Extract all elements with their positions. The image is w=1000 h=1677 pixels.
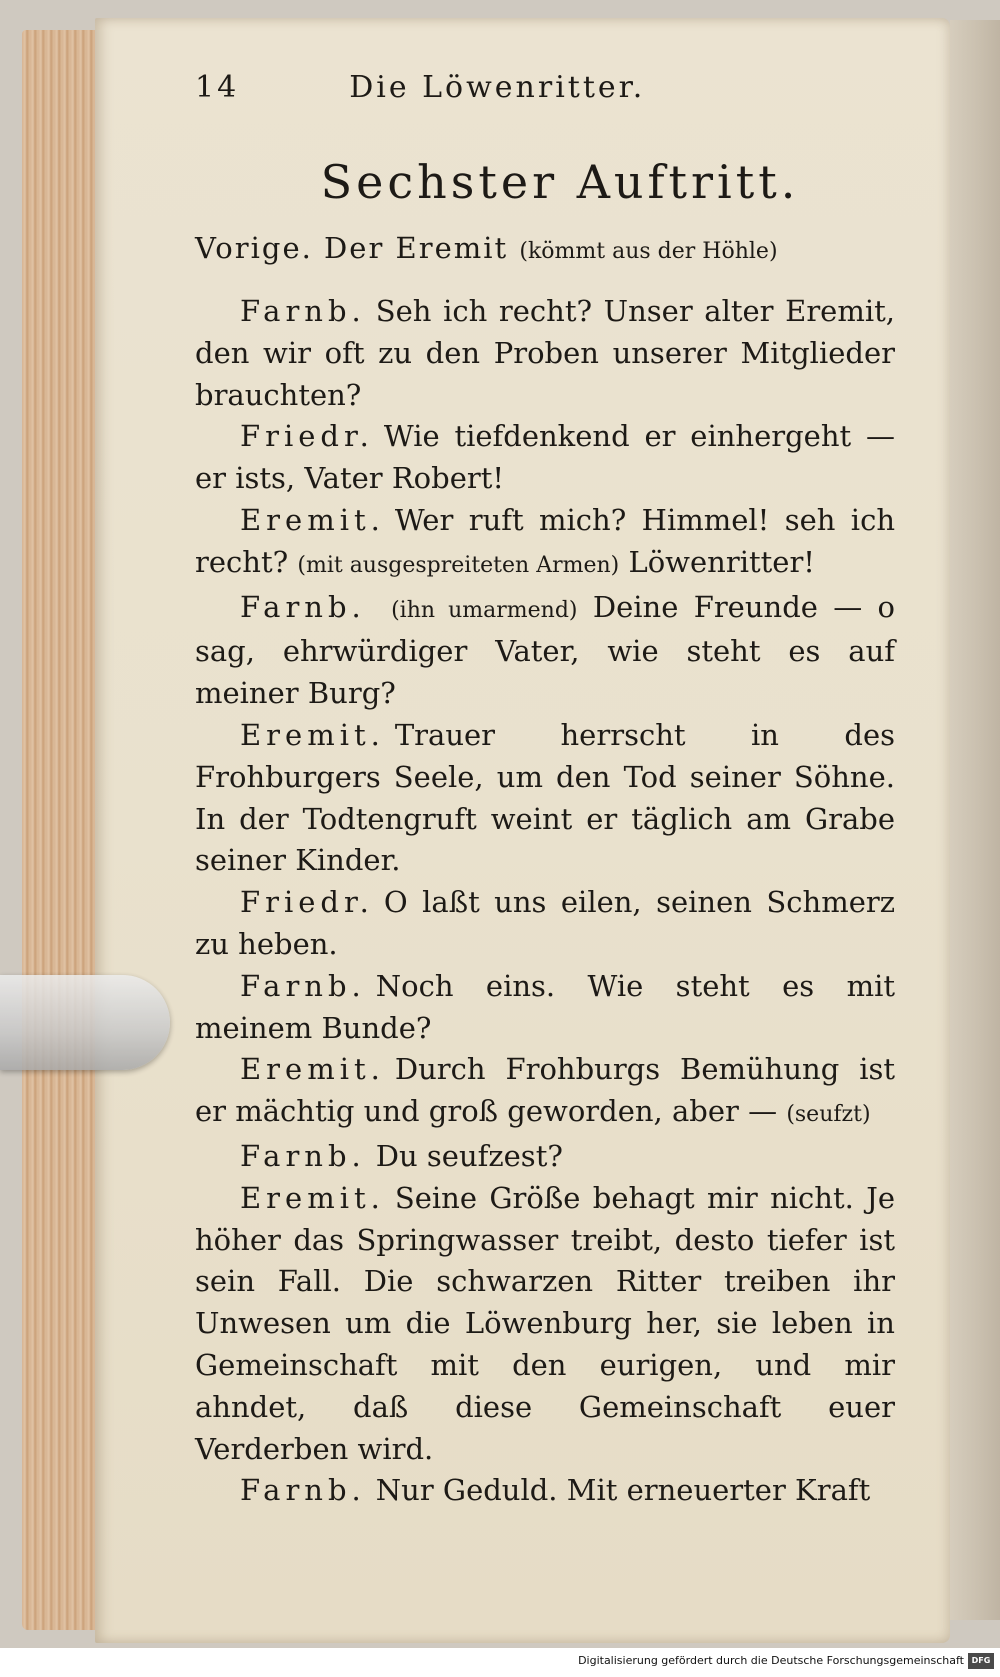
speech-text: Wie tiefdenkend er einhergeht — er ists, Vater Robert! <box>195 419 895 496</box>
speaker-name: Farnb. <box>240 294 366 328</box>
dialogue-line <box>195 1470 895 1512</box>
speech-text: Seine Größe behagt mir nicht. Je höher das Springwasser treibt, desto tiefer ist sein Fall. Die schwarzen Ritter treiben ihr Unwesen um die Löwenburg her, sie leben in Gemeinschaft mit den eurigen, und mir ahndet, daß diese Gemeinschaft euer Verderben wird. <box>195 1180 895 1466</box>
speaker-name: Farnb. <box>240 1138 366 1173</box>
running-title: Die Löwenritter. <box>349 70 646 105</box>
page-edges <box>22 30 102 1630</box>
dfg-logo: DFG <box>968 1653 994 1669</box>
dialogue-line <box>195 966 895 1050</box>
dialogue-line <box>195 416 895 500</box>
digitization-footer <box>0 1648 1000 1677</box>
stage-direction: (ihn umarmend) <box>391 597 578 623</box>
scene-title: Sechster Auftritt. <box>320 155 800 209</box>
cast-line <box>195 231 895 265</box>
speech-text: Du seufzest? <box>375 1138 563 1173</box>
dialogue-line <box>195 1049 895 1136</box>
speaker-name: Farnb. <box>240 968 366 1003</box>
speaker-name: Farnb. <box>240 1473 366 1508</box>
page-header <box>195 70 895 105</box>
speech-text: Nur Geduld. Mit erneuerter Kraft <box>375 1473 871 1508</box>
dialogue-line <box>195 882 895 966</box>
page-clip <box>0 975 170 1070</box>
speaker-name: Friedr. <box>240 419 374 454</box>
speaker-name: Eremit. <box>240 1052 385 1087</box>
cast-names: Vorige. Der Eremit <box>195 231 509 265</box>
speech-text: Trauer herrscht in des Frohburgers Seele, um den Tod seiner Söhne. In der Todtengruft weint er täglich am Grabe seiner Kinder. <box>195 717 895 878</box>
speech-text: Deine Freunde — o sag, ehrwürdiger Vater, wie steht es auf meiner Burg? <box>195 589 896 711</box>
speaker-name: Eremit. <box>240 1180 385 1215</box>
dialogue-line <box>195 587 895 715</box>
speaker-name: Eremit. <box>240 502 385 537</box>
speaker-name: Eremit. <box>240 717 385 752</box>
stage-direction: (mit ausgespreiteten Armen) <box>297 552 620 578</box>
speaker-name: Farnb. <box>240 589 366 624</box>
speech-text: O laßt uns eilen, seinen Schmerz zu heben. <box>195 885 895 961</box>
cast-direction: (kömmt aus der Höhle) <box>519 239 778 264</box>
dialogue-line <box>195 1178 895 1471</box>
speech-text: Wer ruft mich? Himmel! seh ich recht? <box>195 502 895 579</box>
speaker-name: Friedr. <box>240 885 374 920</box>
next-page-edge <box>950 20 1000 1620</box>
footer-credit: Digitalisierung gefördert durch die Deutsche Forschungsgemeinschaft <box>578 1654 964 1667</box>
speech-text: Durch Frohburgs Bemühung ist er mächtig und groß geworden, aber — <box>195 1052 895 1129</box>
stage-direction: (seufzt) <box>786 1102 871 1128</box>
page-number: 14 <box>195 70 240 105</box>
dialogue-line <box>195 500 895 587</box>
speech-text: Seh ich recht? Unser alter Eremit, den wir oft zu den Proben unserer Mitglieder brauchten? <box>195 294 895 412</box>
page-text <box>195 70 895 1512</box>
dialogue-line <box>195 291 895 416</box>
dialogue-line <box>195 1136 895 1178</box>
speech-text: Löwenritter! <box>628 544 815 579</box>
speech-text: Noch eins. Wie steht es mit meinem Bunde? <box>195 968 895 1045</box>
dialogue <box>195 291 895 1512</box>
dialogue-line <box>195 715 895 882</box>
